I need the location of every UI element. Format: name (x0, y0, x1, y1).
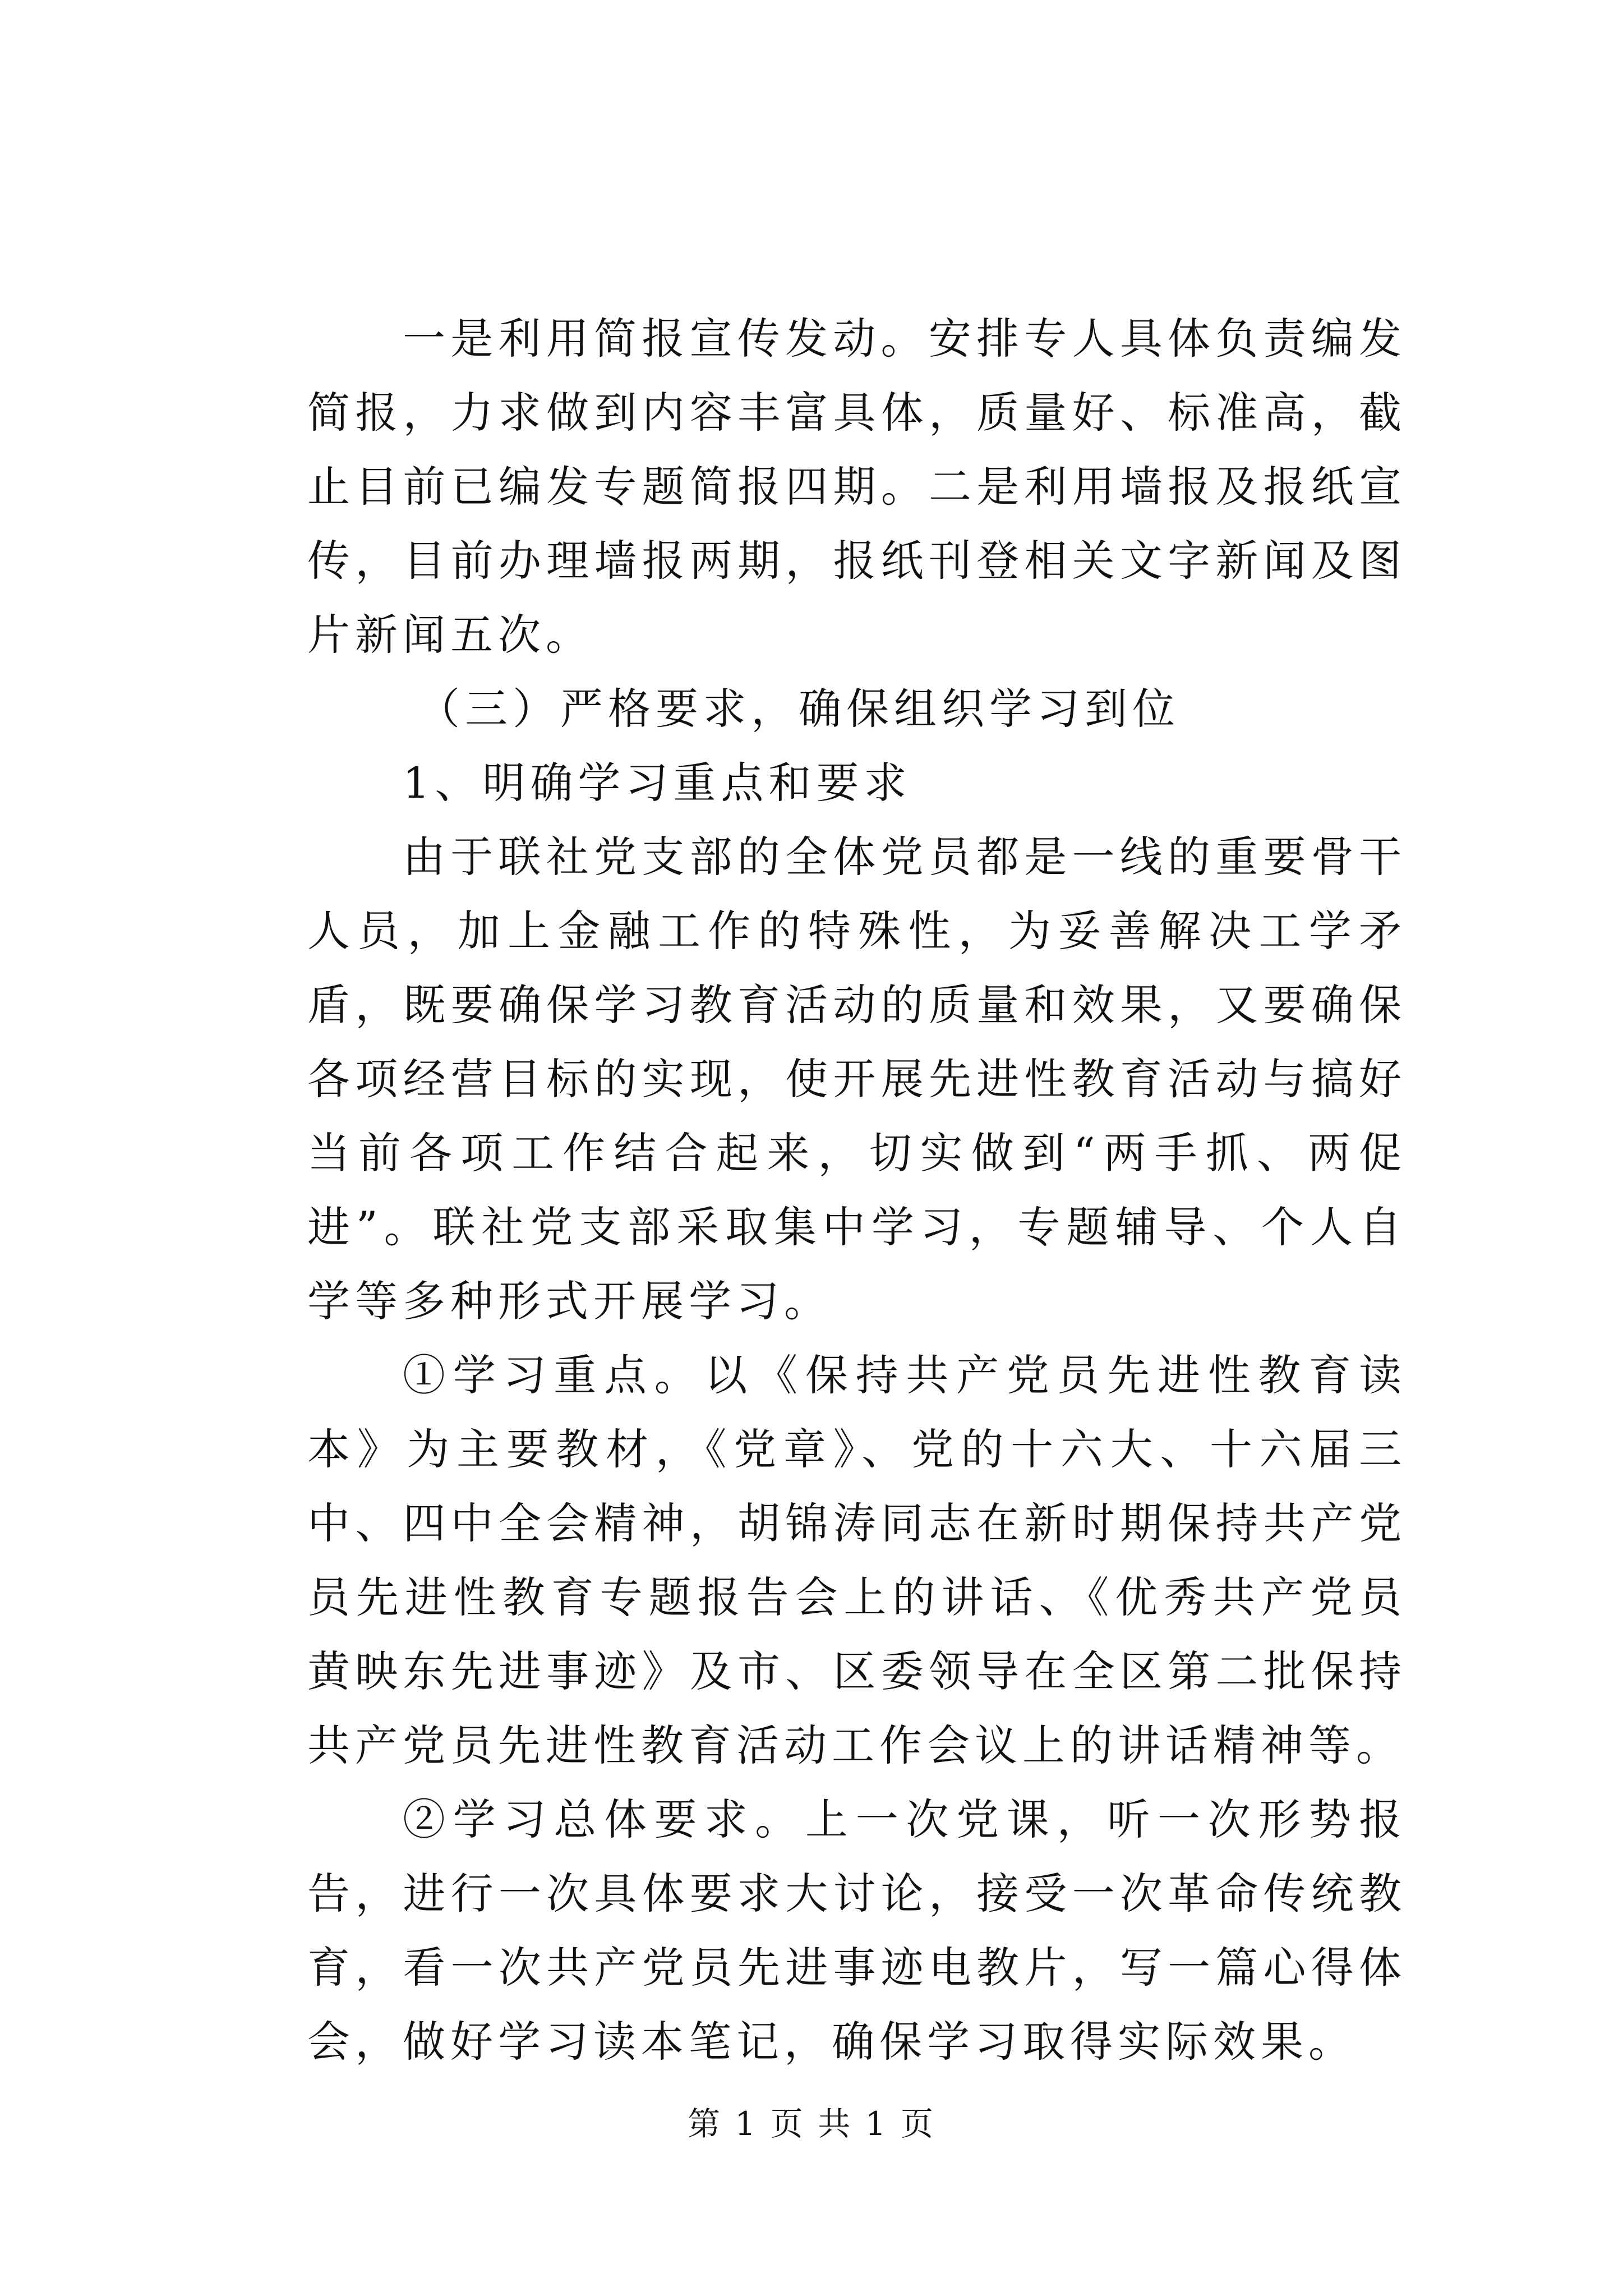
page-number-footer: 第 1 页 共 1 页 (688, 2105, 935, 2143)
document-body (307, 302, 1407, 2079)
paragraph-publicity: 一是利用简报宣传发动。安排专人具体负责编发简报，力求做到内容丰富具体，质量好、标准高，截止目前已编发专题简报四期。二是利用墙报及报纸宣传，目前办理墙报两期，报纸刊登相关文字新闻及图片新闻五次。 (307, 314, 1407, 660)
paragraph-study-focus: ①学习重点。以《保持共产党员先进性教育读本》为主要教材，《党章》、党的十六大、十六届三中、四中全会精神，胡锦涛同志在新时期保持共产党员先进性教育专题报告会上的讲话、《优秀共产党员黄映东先进事迹》及市、区委领导在全区第二批保持共产党员先进性教育活动工作会议上的讲话精神等。 (307, 1350, 1407, 1770)
paragraph-study-approach: 由于联社党支部的全体党员都是一线的重要骨干人员，加上金融工作的特殊性，为妥善解决工学矛盾，既要确保学习教育活动的质量和效果，又要确保各项经营目标的实现，使开展先进性教育活动与搞好当前各项工作结合起来，切实做到“两手抓、两促进”。联社党支部采取集中学习，专题辅导、个人自学等多种形式开展学习。 (307, 832, 1407, 1326)
subheading-study-focus: 1、明确学习重点和要求 (403, 758, 912, 808)
section-heading-study: （三）严格要求，确保组织学习到位 (417, 684, 1180, 734)
paragraph-study-requirements: ②学习总体要求。上一次党课，听一次形势报告，进行一次具体要求大讨论，接受一次革命传统教育，看一次共产党员先进事迹电教片，写一篇心得体会，做好学习读本笔记，确保学习取得实际效果。 (307, 1795, 1407, 2067)
